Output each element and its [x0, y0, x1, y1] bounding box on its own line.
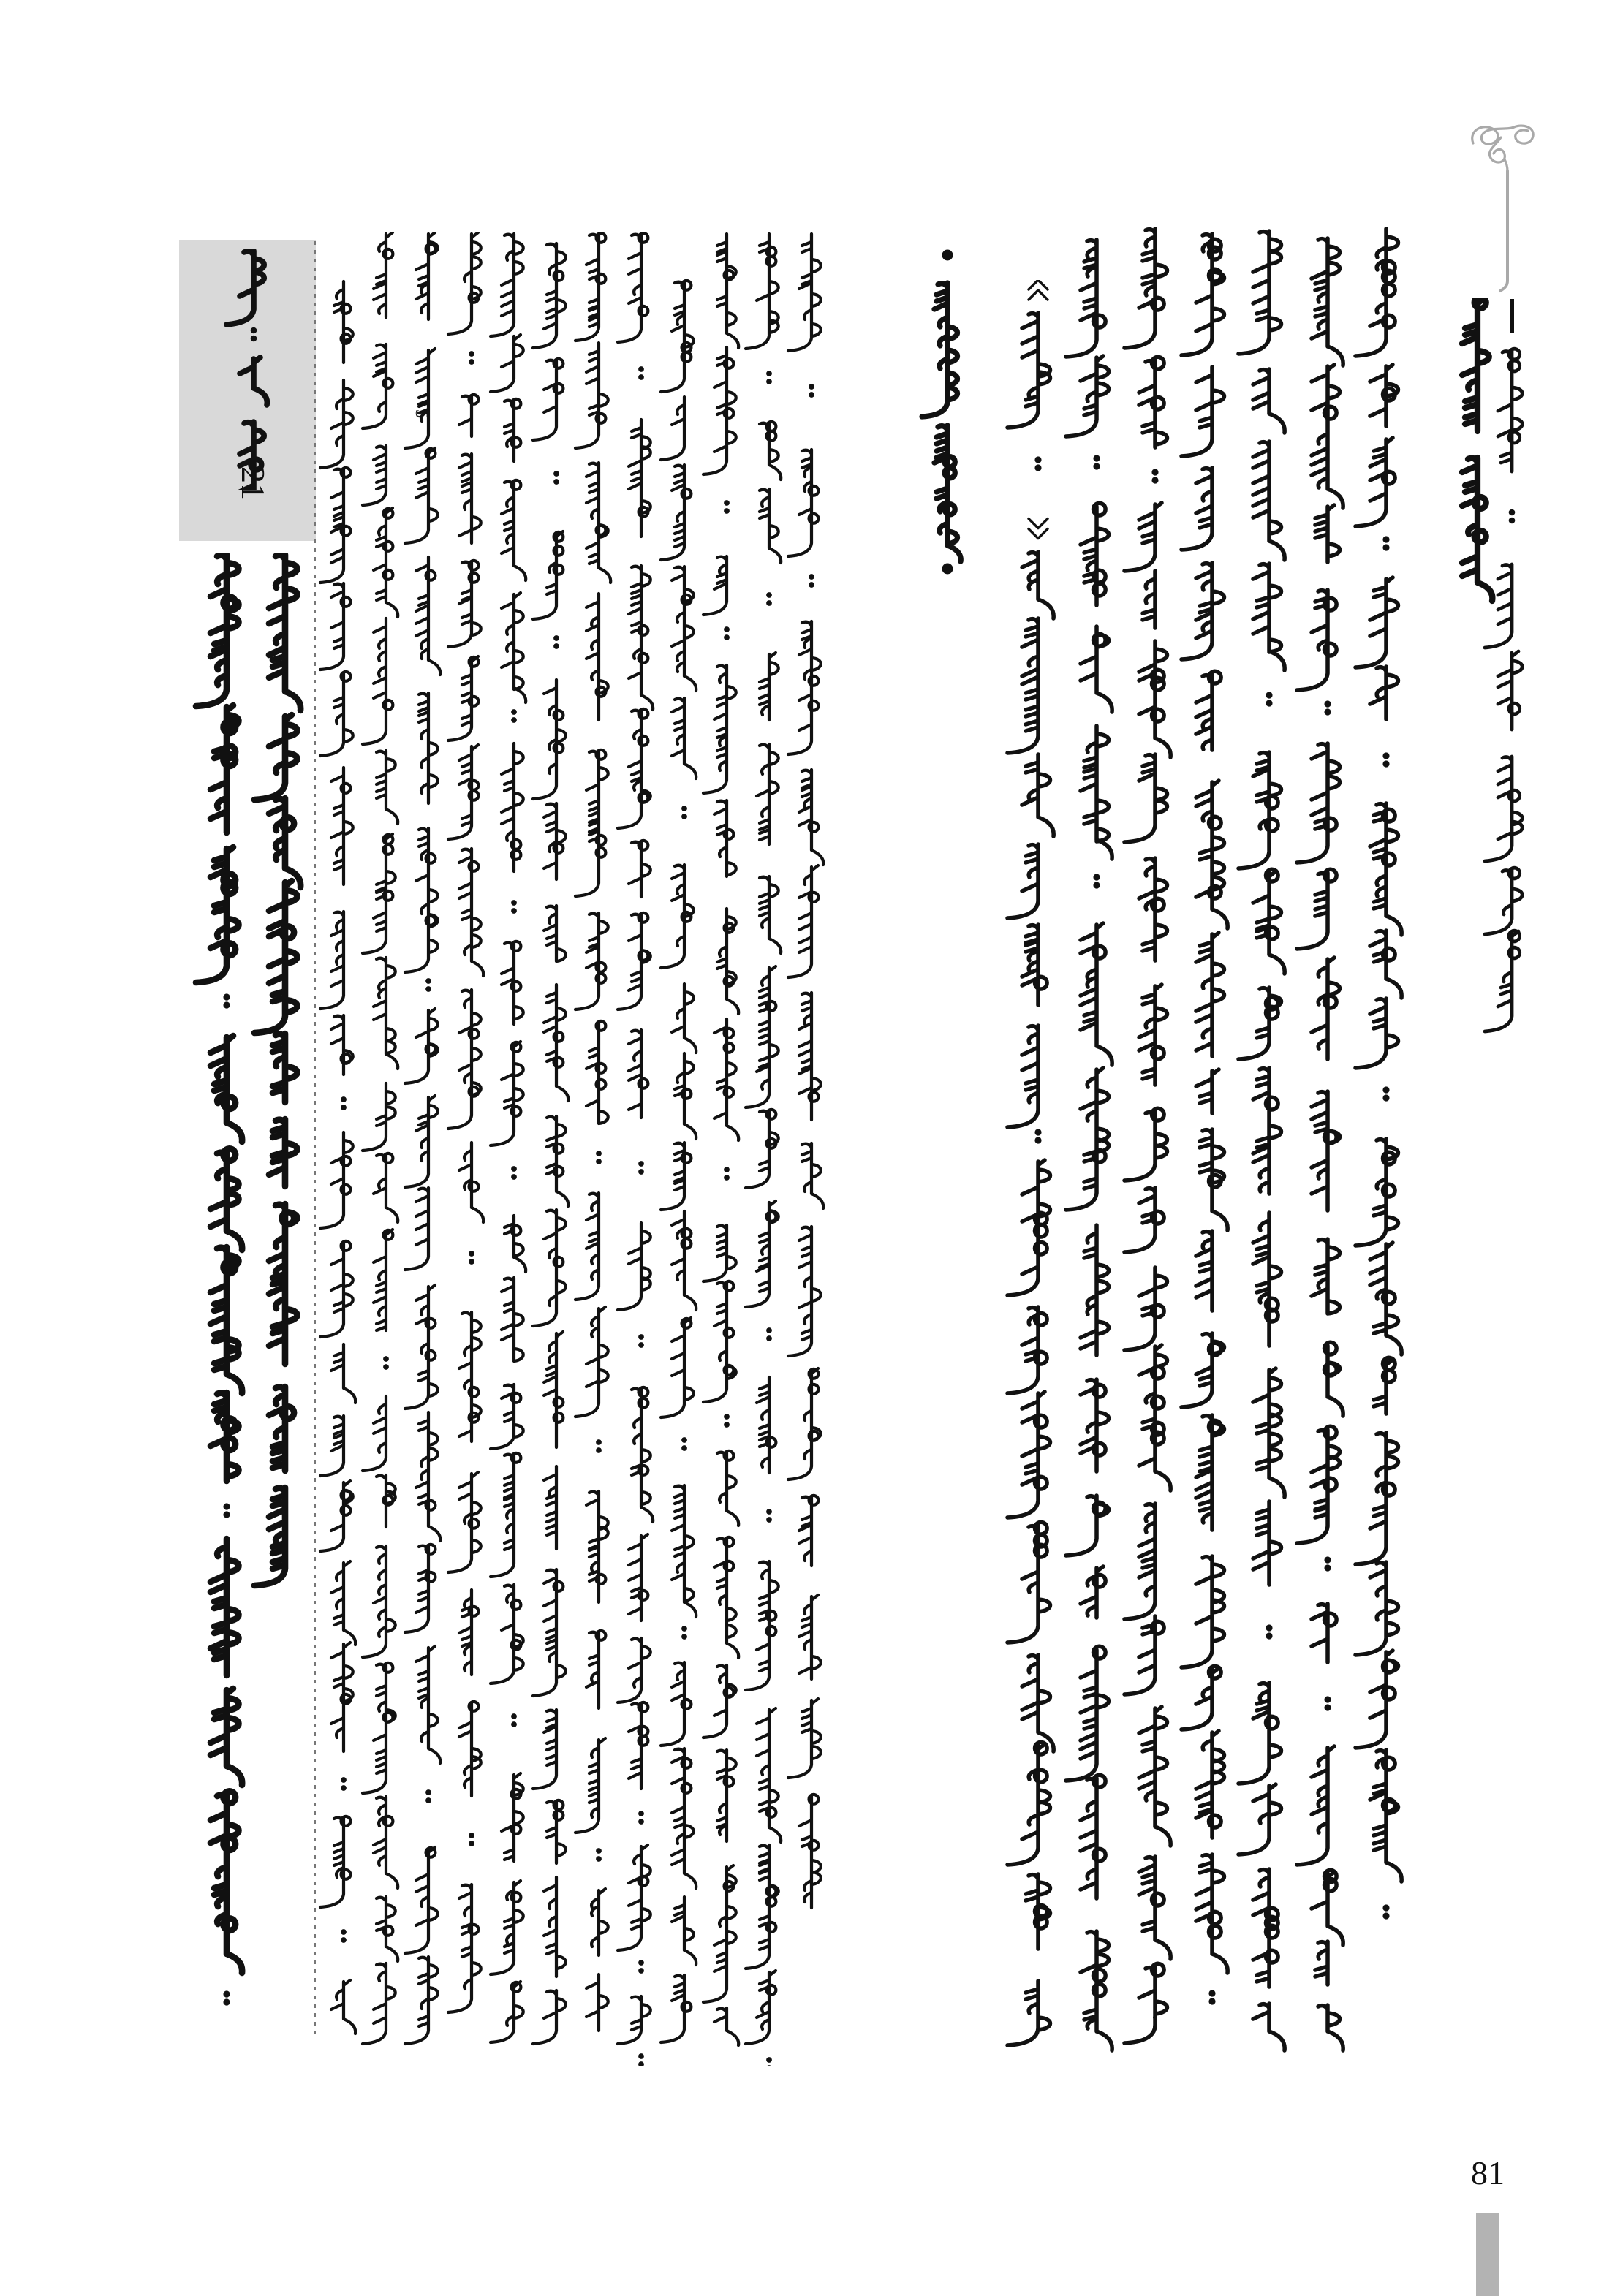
footnote-marker: 5	[412, 409, 431, 419]
attribution-column	[1469, 298, 1554, 1097]
page-number: 81	[1471, 2154, 1505, 2191]
body-text-column	[775, 232, 848, 1959]
flourish-ornament-icon	[1466, 121, 1554, 304]
lesson-number: 21	[235, 466, 272, 500]
reading-text-column	[1339, 227, 1434, 2012]
section-heading-column	[907, 249, 988, 610]
lesson-box-column	[211, 249, 295, 490]
page-edge-tab	[1476, 2213, 1499, 2296]
